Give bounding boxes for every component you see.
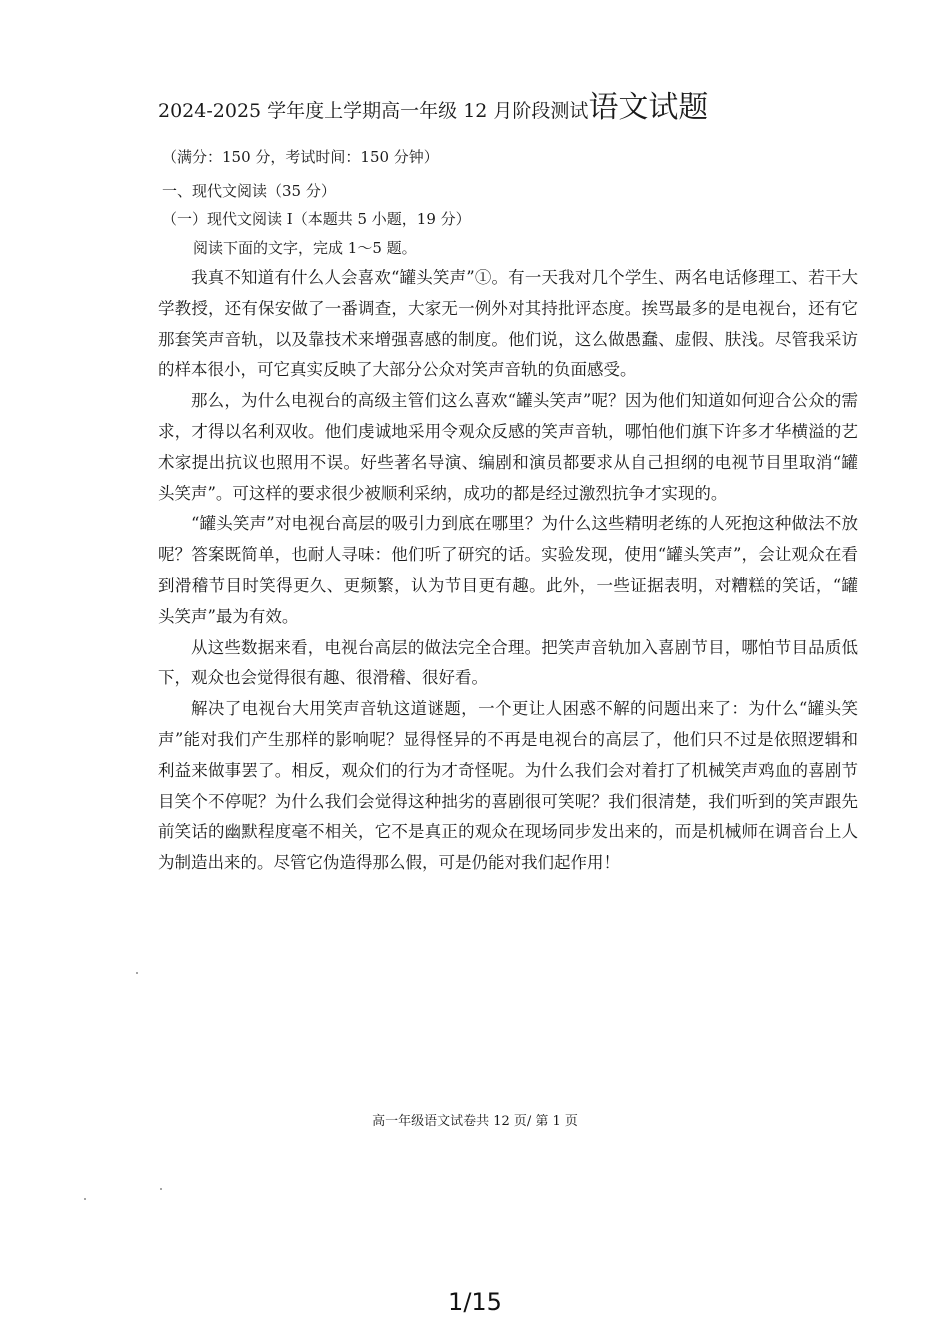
scan-speck (160, 1188, 162, 1190)
subsection-heading: （一）现代文阅读 I（本题共 5 小题，19 分） (162, 210, 471, 228)
exam-title-subject: 语文试题 (588, 90, 709, 125)
passage-paragraph-1: 我真不知道有什么人会喜欢“罐头笑声”①。有一天我对几个学生、两名电话修理工、若干大学教授，还有保安做了一番调查，大家无一例外对其持批评态度。挨骂最多的是电视台，还有它那套笑声音轨，以及靠技术来增强喜感的制度。他们说，这么做愚蠢、虚假、肤浅。尽管我采访的样本很小，可它真实反映了大部分公众对笑声音轨的负面感受。 (158, 268, 858, 380)
section-heading: 一、现代文阅读（35 分） (162, 182, 336, 200)
passage-paragraph-4: 从这些数据来看，电视台高层的做法完全合理。把笑声音轨加入喜剧节目，哪怕节目品质低下，观众也会觉得很有趣、很滑稽、很好看。 (158, 637, 858, 688)
scan-speck (84, 1198, 86, 1200)
exam-title-main: 2024-2025 学年度上学期高一年级 12 月阶段测试 (158, 100, 589, 122)
exam-title (158, 88, 818, 131)
passage-paragraph-2: 那么，为什么电视台的高级主管们这么喜欢“罐头笑声”呢？因为他们知道如何迎合公众的需求，才得以名利双收。他们虔诚地采用令观众反感的笑声音轨，哪怕他们旗下许多才华横溢的艺术家提出抗议也照用不误。好些著名导演、编剧和演员都要求从自己担纲的电视节目里取消“罐头笑声”。可这样的要求很少被顺利采纳，成功的都是经过激烈抗争才实现的。 (158, 391, 858, 503)
page-indicator: 1/15 (448, 1288, 502, 1316)
exam-info: （满分：150 分，考试时间：150 分钟） (162, 148, 439, 166)
page-footer: 高一年级语文试卷共 12 页/ 第 1 页 (372, 1114, 578, 1129)
reading-instruction: 阅读下面的文字，完成 1～5 题。 (193, 239, 417, 257)
scan-speck (136, 972, 138, 974)
reading-passage (158, 263, 858, 879)
passage-paragraph-3: “罐头笑声”对电视台高层的吸引力到底在哪里？为什么这些精明老练的人死抱这种做法不放呢？答案既简单，也耐人寻味：他们听了研究的话。实验发现，使用“罐头笑声”，会让观众在看到滑稽节目时笑得更久、更频繁，认为节目更有趣。此外，一些证据表明，对糟糕的笑话，“罐头笑声”最为有效。 (158, 514, 858, 626)
passage-paragraph-5: 解决了电视台大用笑声音轨这道谜题，一个更让人困惑不解的问题出来了：为什么“罐头笑声”能对我们产生那样的影响呢？显得怪异的不再是电视台的高层了，他们只不过是依照逻辑和利益来做事罢了。相反，观众们的行为才奇怪呢。为什么我们会对着打了机械笑声鸡血的喜剧节目笑个不停呢？为什么我们会觉得这种拙劣的喜剧很可笑呢？我们很清楚，我们听到的笑声跟先前笑话的幽默程度毫不相关，它不是真正的观众在现场同步发出来的，而是机械师在调音台上人为制造出来的。尽管它伪造得那么假，可是仍能对我们起作用！ (158, 699, 858, 873)
